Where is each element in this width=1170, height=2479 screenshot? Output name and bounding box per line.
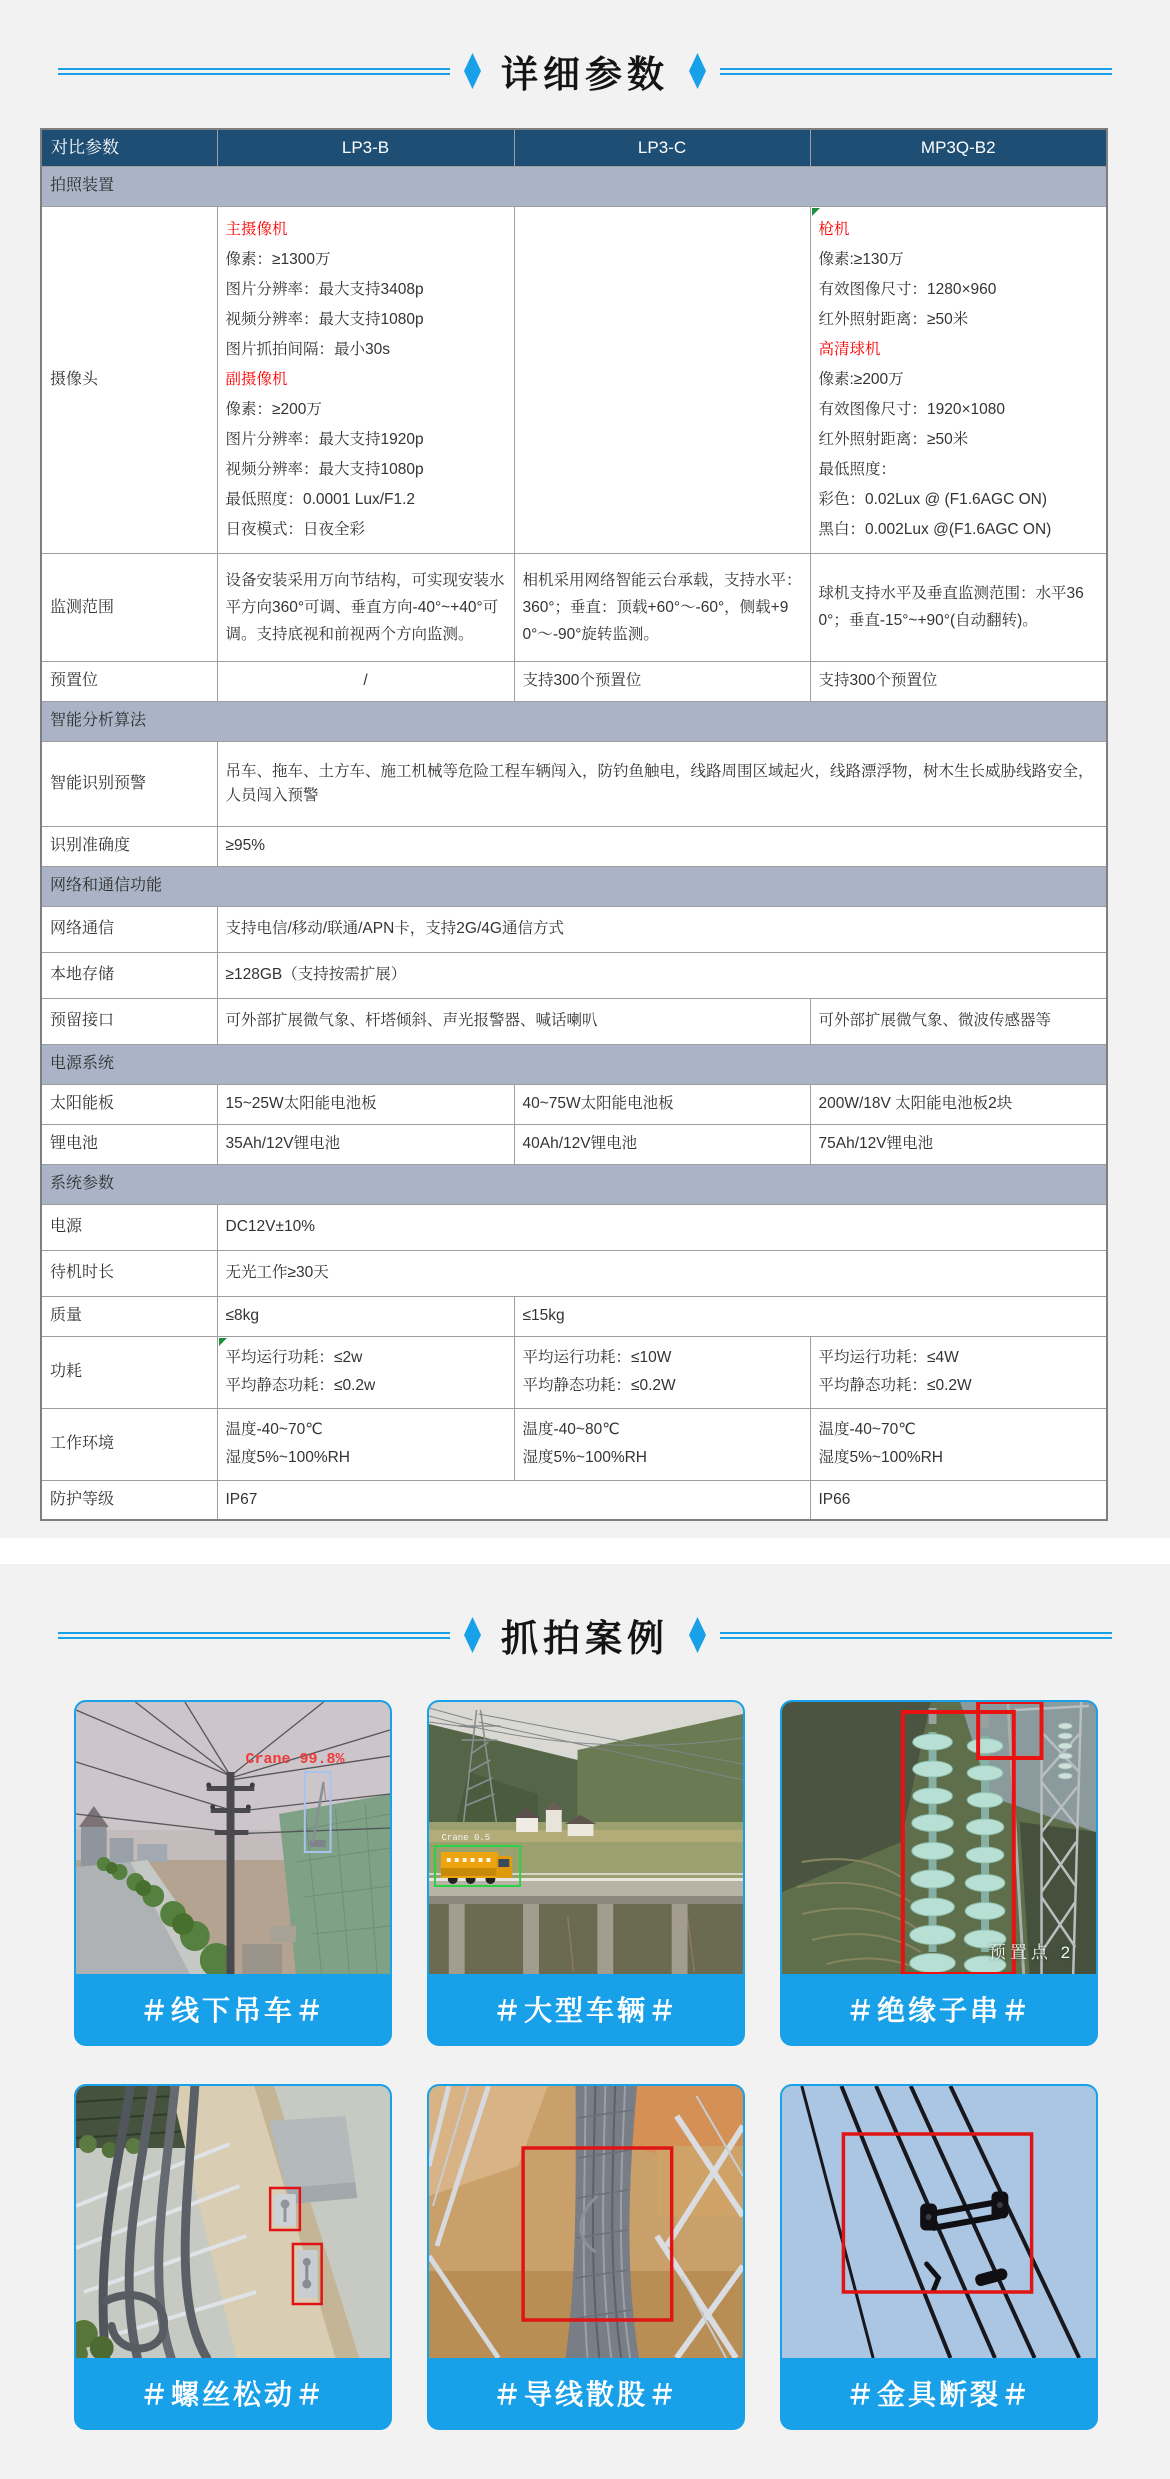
cases-title: 抓拍案例 — [501, 1618, 669, 1659]
title-line-left — [58, 68, 450, 75]
diamond-icon — [689, 1617, 706, 1653]
case-card-crane-under-line — [74, 1700, 392, 2046]
cell-ports-label: 预留接口 — [41, 998, 217, 1044]
section1-title-row — [0, 44, 1170, 98]
case-photo-crane-street — [76, 1702, 390, 1974]
cell-camera-lp3b: 主摄像机 像素：≥1300万 图片分辨率：最大支持3408p 视频分辨率：最大支持1080p 图片抓拍间隔：最小30s 副摄像机 像素：≥200万 图片分辨率：最大支持1920p 视频分辨率：最大支持1080p 最低照度：0.0001 Lux/F1.2 日夜模式：日夜全彩 — [217, 206, 514, 553]
cell-power-label: 电源 — [41, 1204, 217, 1250]
band-system-params: 系统参数 — [41, 1164, 1107, 1204]
row-protection — [41, 1480, 1107, 1520]
insulator-illustration — [782, 1702, 1096, 1974]
detection-label-truck: Crane 0.5 — [441, 1832, 491, 1843]
row-standby — [41, 1250, 1107, 1296]
cell-battery-label: 锂电池 — [41, 1124, 217, 1164]
cell-power-value: DC12V±10% — [217, 1204, 1107, 1250]
cell-note-marker — [219, 1338, 227, 1346]
case-photo-broken-fitting — [782, 2086, 1096, 2358]
band-power-system: 电源系统 — [41, 1044, 1107, 1084]
case-caption: ＃线下吊车＃ — [76, 1974, 390, 2044]
cell-monitor-mp3q: 球机支持水平及垂直监测范围：水平360°；垂直-15°~+90°(自动翻转)。 — [810, 553, 1107, 661]
section-divider — [0, 1538, 1170, 1564]
row-environment — [41, 1408, 1107, 1480]
cell-environment-mp3q: 温度-40~70℃ 湿度5%~100%RH — [810, 1408, 1107, 1480]
table-header-row — [41, 129, 1107, 166]
cell-ports-left: 可外部扩展微气象、杆塔倾斜、声光报警器、喊话喇叭 — [217, 998, 810, 1044]
case-photo-insulators — [782, 1702, 1096, 1974]
cell-protection-mp3q: IP66 — [810, 1480, 1107, 1520]
section-capture-cases — [0, 1564, 1170, 2479]
cell-weight-rest: ≤15kg — [514, 1296, 1107, 1336]
row-network — [41, 906, 1107, 952]
crane-street-illustration — [76, 1702, 390, 1974]
case-photo-loose-screws — [76, 2086, 390, 2358]
row-accuracy — [41, 826, 1107, 866]
cell-weight-label: 质量 — [41, 1296, 217, 1336]
cell-preset-label: 预置位 — [41, 661, 217, 701]
cell-standby-label: 待机时长 — [41, 1250, 217, 1296]
case-card-frayed-conductor — [427, 2084, 745, 2430]
gun-camera-title: 枪机 — [818, 220, 850, 238]
row-storage — [41, 952, 1107, 998]
section2-title-row — [0, 1608, 1170, 1662]
cell-consumption-lp3c: 平均运行功耗：≤10W 平均静态功耗：≤0.2W — [514, 1336, 810, 1408]
preset-point-label: 预置点 2 — [988, 1943, 1075, 1963]
cell-storage-value: ≥128GB（支持按需扩展） — [217, 952, 1107, 998]
row-solar — [41, 1084, 1107, 1124]
case-photo-frayed-conductor — [429, 2086, 743, 2358]
row-ports — [41, 998, 1107, 1044]
cell-monitor-label: 监测范围 — [41, 553, 217, 661]
cell-solar-lp3c: 40~75W太阳能电池板 — [514, 1084, 810, 1124]
header-compare-param: 对比参数 — [41, 129, 217, 166]
cell-weight-lp3b: ≤8kg — [217, 1296, 514, 1336]
header-lp3b: LP3-B — [217, 129, 514, 166]
cell-preset-mp3q: 支持300个预置位 — [810, 661, 1107, 701]
cell-consumption-lp3b: 平均运行功耗：≤2w 平均静态功耗：≤0.2w — [217, 1336, 514, 1408]
band-photo-device: 拍照装置 — [41, 166, 1107, 206]
row-monitor-range — [41, 553, 1107, 661]
cell-camera-label: 摄像头 — [41, 206, 217, 553]
diamond-icon — [689, 53, 706, 89]
dome-camera-title: 高清球机 — [818, 340, 881, 358]
case-card-loose-screws — [74, 2084, 392, 2430]
diamond-icon — [464, 53, 481, 89]
cell-battery-lp3b: 35Ah/12V锂电池 — [217, 1124, 514, 1164]
cell-ai-alert-value: 吊车、拖车、土方车、施工机械等危险工程车辆闯入，防钓鱼触电，线路周围区域起火，线路漂浮物，树木生长威胁线路安全，人员闯入预警 — [217, 741, 1107, 826]
case-card-insulator-string — [780, 1700, 1098, 2046]
cell-standby-value: 无光工作≥30天 — [217, 1250, 1107, 1296]
cell-ai-alert-label: 智能识别预警 — [41, 741, 217, 826]
case-card-broken-fitting — [780, 2084, 1098, 2430]
cell-battery-lp3c: 40Ah/12V锂电池 — [514, 1124, 810, 1164]
row-weight — [41, 1296, 1107, 1336]
case-caption: ＃绝缘子串＃ — [782, 1974, 1096, 2044]
cell-accuracy-label: 识别准确度 — [41, 826, 217, 866]
row-ai-alert — [41, 741, 1107, 826]
cell-network-value: 支持电信/移动/联通/APN卡，支持2G/4G通信方式 — [217, 906, 1107, 952]
cell-consumption-label: 功耗 — [41, 1336, 217, 1408]
header-lp3c: LP3-C — [514, 129, 810, 166]
cell-monitor-lp3c: 相机采用网络智能云台承载，支持水平：360°；垂直：顶载+60°～-60°，侧载+90°～-90°旋转监测。 — [514, 553, 810, 661]
case-photo-truck-viaduct — [429, 1702, 743, 1974]
cell-network-label: 网络通信 — [41, 906, 217, 952]
row-battery — [41, 1124, 1107, 1164]
case-grid — [74, 1700, 1170, 2430]
case-card-large-vehicle — [427, 1700, 745, 2046]
title-line-right — [720, 68, 1112, 75]
page-title: 详细参数 — [501, 54, 669, 95]
cell-monitor-lp3b: 设备安装采用万向节结构，可实现安装水平方向360°可调、垂直方向-40°~+40°可调。支持底视和前视两个方向监测。 — [217, 553, 514, 661]
frayed-conductor-illustration — [429, 2086, 743, 2358]
case-caption: ＃金具断裂＃ — [782, 2358, 1096, 2428]
title-line-right — [720, 1632, 1112, 1639]
row-consumption — [41, 1336, 1107, 1408]
spec-comparison-table — [40, 128, 1108, 1521]
camera-main-title: 主摄像机 — [225, 220, 288, 238]
loose-screws-illustration — [76, 2086, 390, 2358]
cell-camera-lp3c — [514, 206, 810, 553]
cell-consumption-mp3q: 平均运行功耗：≤4W 平均静态功耗：≤0.2W — [810, 1336, 1107, 1408]
detection-label-crane: Crane 99.8% — [245, 1750, 345, 1768]
cell-environment-label: 工作环境 — [41, 1408, 217, 1480]
case-caption: ＃大型车辆＃ — [429, 1974, 743, 2044]
cell-protection-left: IP67 — [217, 1480, 810, 1520]
band-ai-algorithm: 智能分析算法 — [41, 701, 1107, 741]
cell-environment-lp3b: 温度-40~70℃ 湿度5%~100%RH — [217, 1408, 514, 1480]
row-preset — [41, 661, 1107, 701]
row-camera — [41, 206, 1107, 553]
case-caption: ＃螺丝松动＃ — [76, 2358, 390, 2428]
header-mp3qb2: MP3Q-B2 — [810, 129, 1107, 166]
title-line-left — [58, 1632, 450, 1639]
diamond-icon — [464, 1617, 481, 1653]
cell-storage-label: 本地存储 — [41, 952, 217, 998]
cell-camera-mp3q: 枪机 像素:≥130万 有效图像尺寸：1280×960 红外照射距离：≥50米 高清球机 像素:≥200万 有效图像尺寸：1920×1080 红外照射距离：≥50米 最低照度： 彩色：0.02Lux @ (F1.6AGC ON) 黑白：0.002Lux @(F1.6AGC ON) — [810, 206, 1107, 553]
cell-preset-lp3b: / — [217, 661, 514, 701]
cell-accuracy-value: ≥95% — [217, 826, 1107, 866]
broken-fitting-illustration — [782, 2086, 1096, 2358]
cell-protection-label: 防护等级 — [41, 1480, 217, 1520]
camera-sub-title: 副摄像机 — [225, 370, 288, 388]
cell-note-marker — [812, 208, 820, 216]
case-caption: ＃导线散股＃ — [429, 2358, 743, 2428]
row-power — [41, 1204, 1107, 1250]
cell-solar-mp3q: 200W/18V 太阳能电池板2块 — [810, 1084, 1107, 1124]
cell-environment-lp3c: 温度-40~80℃ 湿度5%~100%RH — [514, 1408, 810, 1480]
cell-solar-lp3b: 15~25W太阳能电池板 — [217, 1084, 514, 1124]
cell-solar-label: 太阳能板 — [41, 1084, 217, 1124]
band-network: 网络和通信功能 — [41, 866, 1107, 906]
cell-battery-mp3q: 75Ah/12V锂电池 — [810, 1124, 1107, 1164]
cell-preset-lp3c: 支持300个预置位 — [514, 661, 810, 701]
cell-ports-mp3q: 可外部扩展微气象、微波传感器等 — [810, 998, 1107, 1044]
